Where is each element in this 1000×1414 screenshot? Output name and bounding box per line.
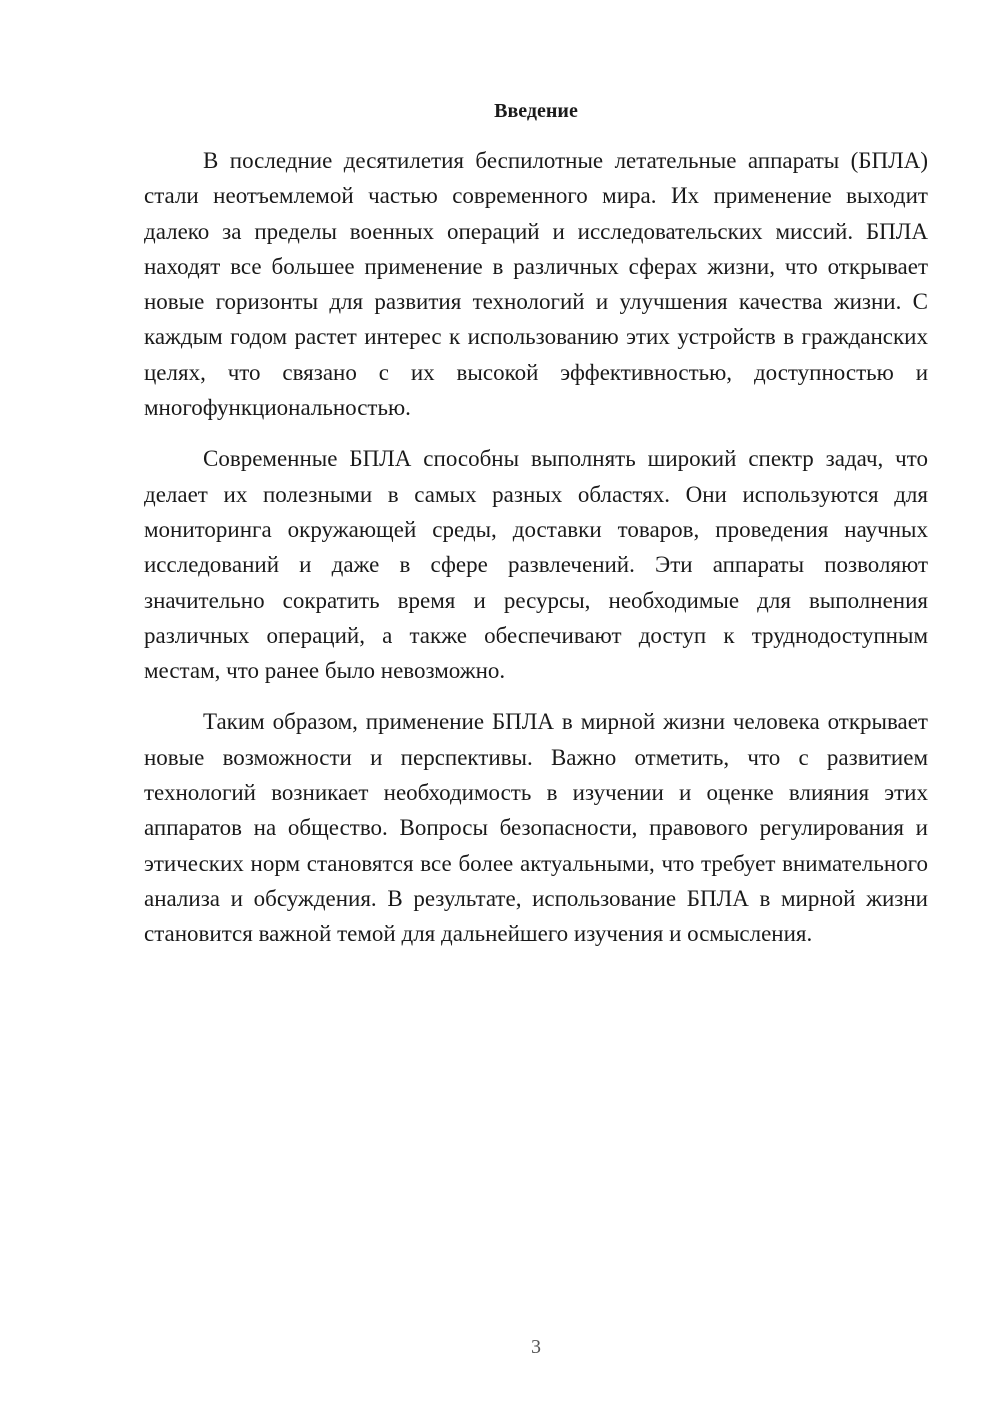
paragraph-2: Современные БПЛА способны выполнять широкий спектр задач, что делает их полезными в самых разных областях. Они используются для мониторинга окружающей среды, доставки товаров, проведения научных исследований и даже в сфере развлечений. Эти аппараты позволяют значительно сократить время и ресурсы, необходимые для выполнения различных операций, а также обеспечивают доступ к труднодоступным местам, что ранее было невозможно. — [144, 446, 928, 684]
paragraph-3: Таким образом, применение БПЛА в мирной жизни человека открывает новые возможности и перспективы. Важно отметить, что с развитием технологий возникает необходимость в изучении и оценке влияния этих аппаратов на общество. Вопросы безопасности, правового регулирования и этических норм становятся все более актуальными, что требует внимательного анализа и обсуждения. В результате, использование БПЛА в мирной жизни становится важной темой для дальнейшего изучения и осмысления. — [144, 709, 928, 947]
body-text — [144, 143, 928, 952]
page-number: 3 — [531, 1336, 541, 1358]
section-title: Введение — [494, 100, 578, 122]
paragraph-1: В последние десятилетия беспилотные летательные аппараты (БПЛА) стали неотъемлемой частью современного мира. Их применение выходит далеко за пределы военных операций и исследовательских миссий. БПЛА находят все большее применение в различных сферах жизни, что открывает новые горизонты для развития технологий и улучшения качества жизни. С каждым годом растет интерес к использованию этих устройств в гражданских целях, что связано с их высокой эффективностью, доступностью и многофункциональностью. — [144, 148, 928, 421]
